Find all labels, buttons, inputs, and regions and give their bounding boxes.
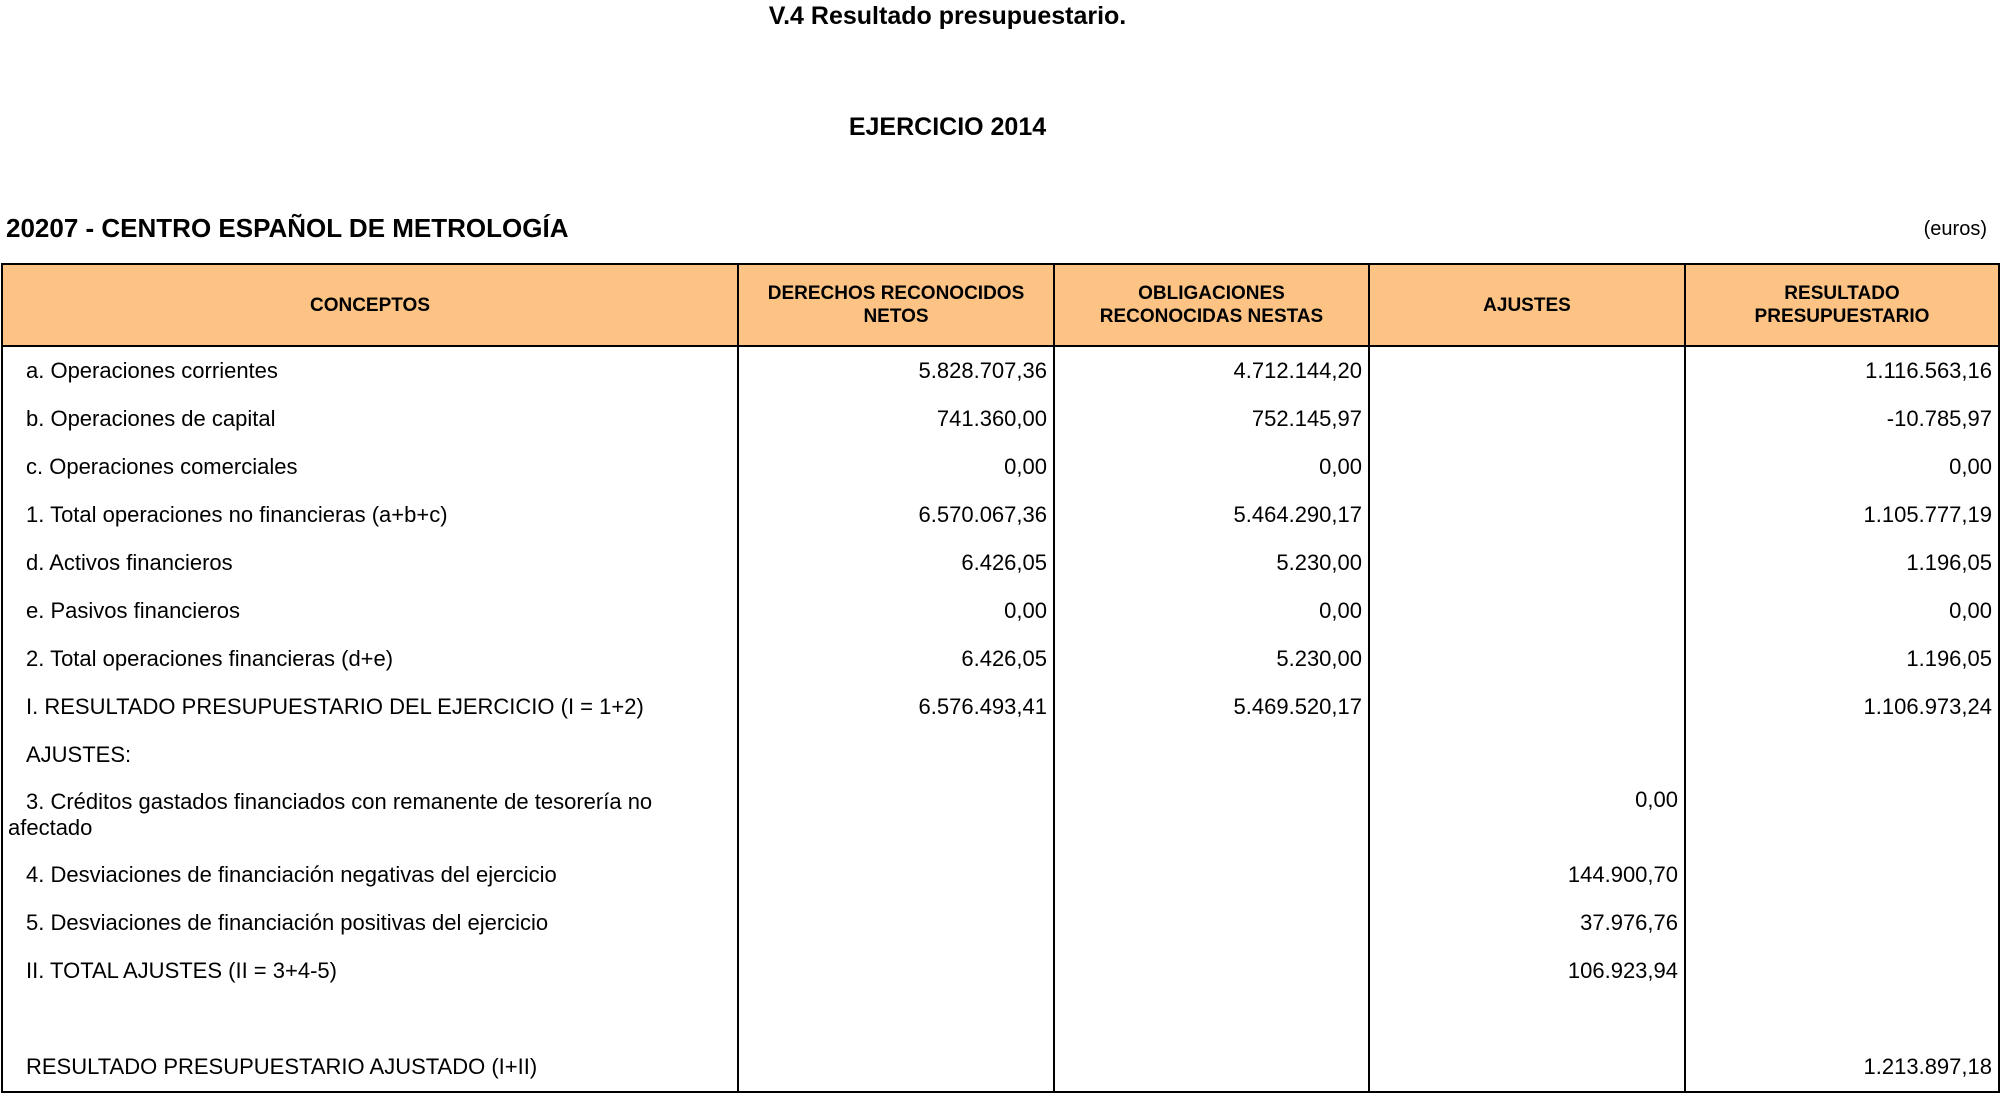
row-concept [2,346,738,395]
row-concept-text: 2. Total operaciones financieras (d+e) [26,646,394,671]
row-concept-text: d. Activos financieros [26,550,233,575]
header-obligaciones: OBLIGACIONES RECONOCIDAS NESTAS [1054,264,1369,346]
row-resultado [1685,779,1999,851]
row-resultado: 0,00 [1685,443,1999,491]
row-derechos: 741.360,00 [738,395,1054,443]
table-row [2,346,1999,395]
row-ajustes [1369,587,1685,635]
row-obligaciones [1054,1043,1369,1092]
row-concept [2,491,738,539]
row-derechos: 6.576.493,41 [738,683,1054,731]
row-obligaciones: 5.230,00 [1054,635,1369,683]
row-concept-text: a. Operaciones corrientes [26,358,278,383]
row-resultado [1685,899,1999,947]
row-concept-text: 3. Créditos gastados financiados con remanente de tesorería no afectado [8,789,653,840]
row-concept [2,731,738,779]
row-obligaciones [1054,995,1369,1043]
row-ajustes [1369,395,1685,443]
row-derechos [738,731,1054,779]
row-derechos: 0,00 [738,443,1054,491]
row-concept [2,899,738,947]
row-resultado [1685,947,1999,995]
row-resultado: 1.196,05 [1685,539,1999,587]
table-row [2,731,1999,779]
row-obligaciones [1054,851,1369,899]
header-derechos: DERECHOS RECONOCIDOS NETOS [738,264,1054,346]
row-obligaciones [1054,899,1369,947]
row-concept-text: e. Pasivos financieros [26,598,240,623]
row-ajustes [1369,1043,1685,1092]
row-concept-text: I. RESULTADO PRESUPUESTARIO DEL EJERCICIO (I = 1+2) [26,694,644,719]
row-resultado: 0,00 [1685,587,1999,635]
exercise-year: EJERCICIO 2014 [848,113,1047,141]
row-obligaciones: 4.712.144,20 [1054,346,1369,395]
row-concept-text: II. TOTAL AJUSTES (II = 3+4-5) [26,958,337,983]
row-resultado: 1.106.973,24 [1685,683,1999,731]
row-ajustes: 144.900,70 [1369,851,1685,899]
row-concept [2,779,738,851]
row-ajustes [1369,683,1685,731]
budget-result-table [1,263,2000,1093]
row-resultado: 1.196,05 [1685,635,1999,683]
row-ajustes [1369,443,1685,491]
table-row [2,683,1999,731]
table-row [2,779,1999,851]
table-row [2,995,1999,1043]
row-resultado: 1.213.897,18 [1685,1043,1999,1092]
row-derechos: 6.570.067,36 [738,491,1054,539]
row-concept-text: AJUSTES: [26,742,132,767]
row-derechos: 6.426,05 [738,539,1054,587]
table-row [2,395,1999,443]
row-ajustes [1369,995,1685,1043]
row-obligaciones: 752.145,97 [1054,395,1369,443]
row-obligaciones: 5.230,00 [1054,539,1369,587]
table-row [2,635,1999,683]
row-derechos [738,899,1054,947]
row-concept [2,995,738,1043]
row-concept-text: 4. Desviaciones de financiación negativas del ejercicio [26,862,557,887]
row-concept [2,947,738,995]
header-ajustes: AJUSTES [1369,264,1685,346]
row-ajustes: 0,00 [1369,779,1685,851]
row-obligaciones: 0,00 [1054,443,1369,491]
row-ajustes [1369,491,1685,539]
row-ajustes [1369,539,1685,587]
table-row [2,899,1999,947]
row-obligaciones: 5.464.290,17 [1054,491,1369,539]
row-resultado: 1.105.777,19 [1685,491,1999,539]
row-derechos [738,995,1054,1043]
row-derechos [738,1043,1054,1092]
table-row [2,443,1999,491]
header-conceptos: CONCEPTOS [2,264,738,346]
row-derechos [738,947,1054,995]
row-derechos: 0,00 [738,587,1054,635]
currency-units: (euros) [1923,218,1987,240]
row-derechos: 6.426,05 [738,635,1054,683]
row-concept-text: b. Operaciones de capital [26,406,276,431]
table-row [2,851,1999,899]
row-obligaciones: 0,00 [1054,587,1369,635]
row-concept-text: RESULTADO PRESUPUESTARIO AJUSTADO (I+II) [26,1054,538,1079]
row-concept [2,683,738,731]
row-concept [2,587,738,635]
row-resultado [1685,851,1999,899]
row-concept [2,1043,738,1092]
row-ajustes: 106.923,94 [1369,947,1685,995]
row-concept [2,395,738,443]
table-row [2,491,1999,539]
table-row [2,947,1999,995]
header-resultado: RESULTADO PRESUPUESTARIO [1685,264,1999,346]
row-concept-text: c. Operaciones comerciales [26,454,298,479]
page-title: V.4 Resultado presupuestario. [768,2,1127,30]
row-obligaciones [1054,779,1369,851]
row-ajustes [1369,346,1685,395]
table-row [2,1043,1999,1092]
row-derechos [738,779,1054,851]
table-row [2,539,1999,587]
row-derechos [738,851,1054,899]
row-resultado [1685,731,1999,779]
row-resultado: -10.785,97 [1685,395,1999,443]
row-resultado: 1.116.563,16 [1685,346,1999,395]
row-ajustes: 37.976,76 [1369,899,1685,947]
row-concept [2,539,738,587]
row-concept [2,635,738,683]
row-obligaciones [1054,947,1369,995]
row-derechos: 5.828.707,36 [738,346,1054,395]
row-resultado [1685,995,1999,1043]
row-obligaciones [1054,731,1369,779]
row-concept [2,851,738,899]
row-ajustes [1369,635,1685,683]
row-obligaciones: 5.469.520,17 [1054,683,1369,731]
table-header-row [2,264,1999,346]
row-concept-text: 1. Total operaciones no financieras (a+b+c) [26,502,448,527]
table-row [2,587,1999,635]
row-ajustes [1369,731,1685,779]
row-concept-text: 5. Desviaciones de financiación positivas del ejercicio [26,910,549,935]
entity-name: 20207 - CENTRO ESPAÑOL DE METROLOGÍA [6,213,569,243]
row-concept [2,443,738,491]
